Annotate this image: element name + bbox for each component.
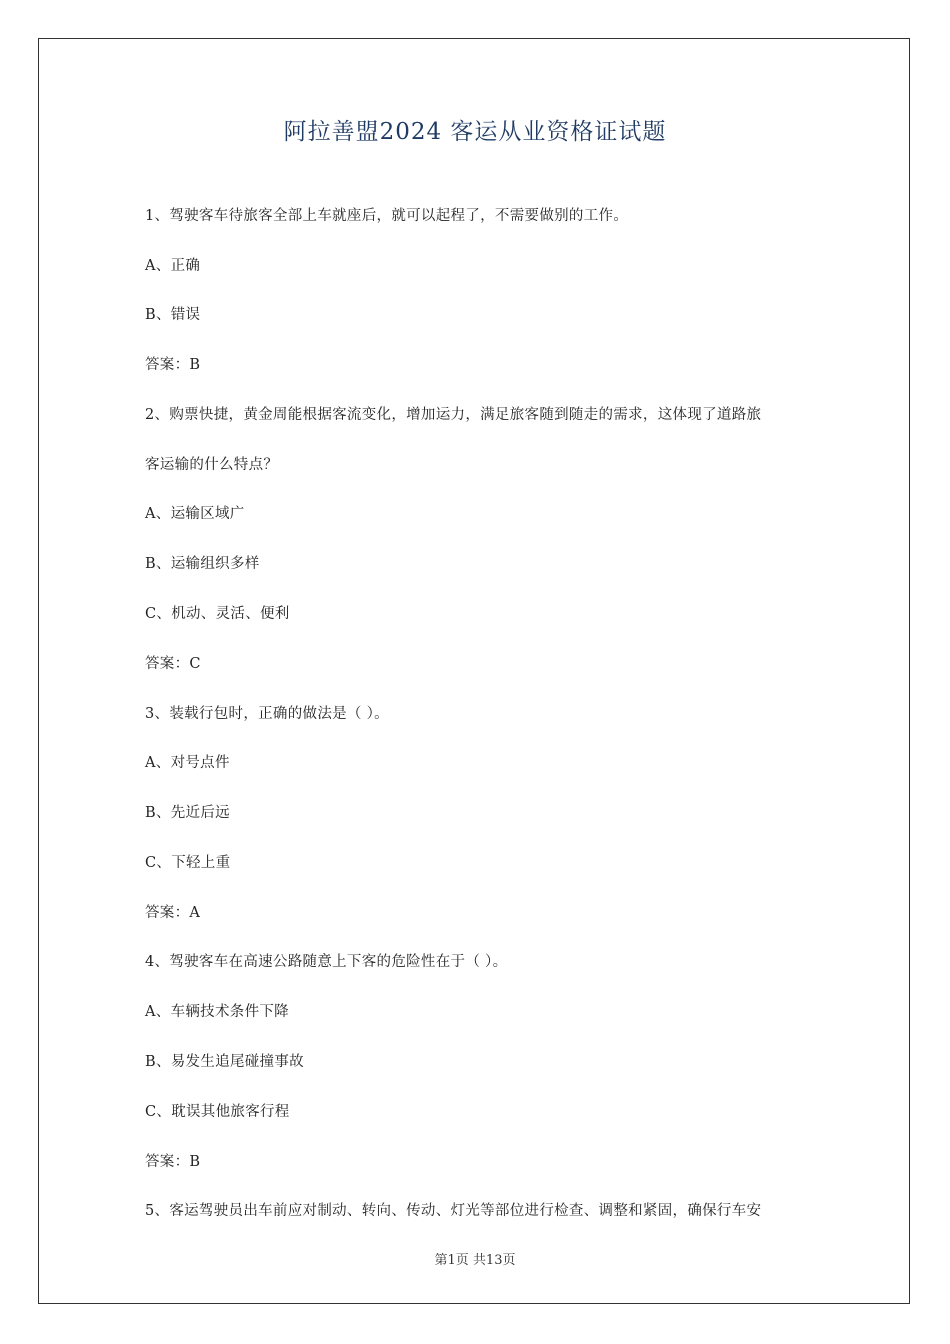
question-2-text-line-1: 2、购票快捷，黄金周能根据客流变化，增加运力，满足旅客随到随走的需求，这体现了道路旅	[145, 407, 762, 423]
question-1-option-a: A、正确	[145, 258, 201, 274]
question-3-option-b: B、先近后远	[145, 805, 230, 821]
question-2-text-line-2: 客运输的什么特点？	[145, 457, 279, 473]
page-footer: 第1页 共13页	[434, 1253, 516, 1268]
question-1-option-b: B、错误	[145, 307, 201, 323]
question-3-option-c: C、下轻上重	[145, 855, 231, 871]
question-1-answer: 答案：B	[145, 357, 201, 373]
question-4-text: 4、驾驶客车在高速公路随意上下客的危险性在于（ ）。	[145, 954, 508, 970]
question-2-option-a: A、运输区域广	[145, 506, 245, 522]
question-4-option-c: C、耽误其他旅客行程	[145, 1104, 290, 1120]
question-3-answer: 答案：A	[145, 905, 201, 921]
question-5-text: 5、客运驾驶员出车前应对制动、转向、传动、灯光等部位进行检查、调整和紧固，确保行车安	[145, 1203, 762, 1219]
question-4-option-a: A、车辆技术条件下降	[145, 1004, 289, 1020]
question-3-text: 3、装载行包时，正确的做法是（ ）。	[145, 706, 389, 722]
question-4-answer: 答案：B	[145, 1154, 201, 1170]
question-1-text: 1、驾驶客车待旅客全部上车就座后，就可以起程了，不需要做别的工作。	[145, 208, 629, 224]
question-2-option-b: B、运输组织多样	[145, 556, 260, 572]
document-title: 阿拉善盟2024 客运从业资格证试题	[283, 119, 667, 145]
question-4-option-b: B、易发生追尾碰撞事故	[145, 1054, 304, 1070]
question-2-option-c: C、机动、灵活、便利	[145, 606, 290, 622]
question-2-answer: 答案：C	[145, 656, 201, 672]
question-3-option-a: A、对号点件	[145, 755, 230, 771]
